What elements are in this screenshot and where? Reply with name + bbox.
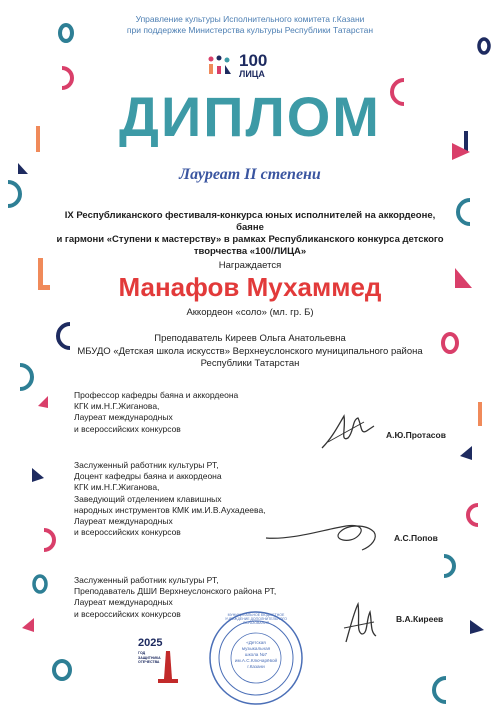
signatory-2-name: А.С.Попов	[394, 533, 438, 543]
ring-left-6	[34, 576, 46, 592]
header-line-2: при поддержке Министерства культуры Республики Татарстан	[126, 25, 374, 35]
official-stamp	[208, 610, 304, 706]
stamp-line: музыкальная	[241, 646, 271, 651]
stamp-line: г.Казани	[247, 664, 265, 669]
festival-description	[50, 210, 450, 258]
signatory-line: Лауреат международных	[74, 516, 173, 527]
signatory-line: Профессор кафедры баяна и аккордеона	[74, 390, 239, 400]
triangle-right-5	[470, 620, 484, 634]
header-line-1: Управление культуры Исполнительного комитета г.Казани	[135, 14, 365, 24]
triangle-left-2	[38, 396, 48, 408]
signatory-1-title	[74, 390, 238, 435]
signatory-line: Заслуженный работник культуры РТ,	[74, 460, 219, 470]
instrument-category: Аккордеон «соло» (мл. гр. Б)	[186, 307, 314, 318]
stamp-ring-text: МУНИЦИПАЛЬНОЕ БЮДЖЕТНОЕ УЧРЕЖДЕНИЕ ДОПОЛНИТЕЛЬНОГО ОБРАЗОВАНИЯ	[225, 613, 287, 625]
awarded-label: Награждается	[218, 260, 282, 271]
stamp-line: им.А.С.Ключарёвой	[234, 658, 278, 663]
year-2025-badge	[138, 637, 182, 681]
logo-figures-icon	[205, 54, 235, 80]
signature-3	[340, 598, 380, 648]
arc-right-7	[434, 678, 446, 702]
ring-left-7	[54, 661, 70, 679]
page-title: ДИПЛОМ	[119, 85, 381, 148]
signatory-line: Заслуженный работник культуры РТ,	[74, 575, 219, 585]
arc-left-2	[8, 182, 20, 206]
signature-1	[318, 408, 378, 458]
teacher-info	[0, 333, 500, 371]
teacher-line-1: Преподаватель Киреев Ольга Анатольевна	[154, 333, 346, 344]
arc-right-5	[468, 505, 478, 525]
triangle-left-3	[32, 468, 44, 482]
logo-100-lica	[205, 51, 295, 80]
signatory-line: Лауреат международных	[74, 597, 173, 608]
signatory-line: народных инструментов КМК им.И.В.Аухадеева,	[74, 504, 266, 515]
signatory-line: и всероссийских конкурсов	[74, 608, 181, 619]
recipient-name: Манафов Мухаммед	[118, 272, 382, 302]
arc-left-5	[44, 530, 54, 550]
stamp-line: «Детская	[246, 640, 266, 645]
signatory-line: Преподаватель ДШИ Верхнеуслонского района РТ,	[74, 586, 277, 597]
arc-right-2	[458, 200, 470, 224]
festival-line-2: и гармони «Ступени к мастерству» в рамках Республиканского конкурса детского	[56, 234, 444, 245]
year-badge-number: 2025	[138, 637, 163, 649]
signatory-3-name: В.А.Киреев	[396, 614, 444, 624]
signatory-2-title	[74, 460, 266, 538]
triangle-left-4	[22, 618, 34, 632]
logo-word: ЛИЦА	[239, 69, 265, 79]
signatory-line: и всероссийских конкурсов	[74, 527, 181, 538]
signature-2	[262, 510, 382, 560]
signatory-line: и всероссийских конкурсов	[74, 423, 181, 434]
stamp-center	[231, 640, 281, 670]
ring-top-right	[479, 39, 489, 53]
teacher-line-2: МБУДО «Детская школа искусств» Верхнеуслонского муниципального района	[77, 345, 423, 357]
signatory-1-name: А.Ю.Протасов	[386, 430, 446, 440]
triangle-right-3	[460, 446, 472, 460]
signatory-line: Доцент кафедры баяна и аккордеона	[74, 471, 222, 482]
festival-line-3: творчества «100/ЛИЦА»	[193, 246, 307, 257]
signatory-line: КГК им.Н.Г.Жиганова,	[74, 401, 160, 412]
stamp-line: школа №7	[244, 652, 268, 657]
festival-line-1: IX Республиканского фестиваля-конкурса юных исполнителей на аккордеоне, баяне	[64, 210, 436, 233]
logo-number: 100	[239, 51, 268, 70]
header	[0, 14, 500, 36]
teacher-line-3: Республики Татарстан	[200, 358, 300, 369]
signatory-line: Заведующий отделением клавишных	[74, 493, 222, 504]
year-badge-letters: ГОД ЗАЩИТНИКА ОТЕЧЕСТВА	[138, 651, 161, 664]
laureate-degree: Лауреат II степени	[179, 166, 321, 183]
bar-right-4	[478, 402, 482, 426]
signatory-line: Лауреат международных	[74, 412, 173, 423]
arc-right-6	[444, 556, 454, 576]
signatory-line: КГК им.Н.Г.Жиганова,	[74, 482, 160, 493]
